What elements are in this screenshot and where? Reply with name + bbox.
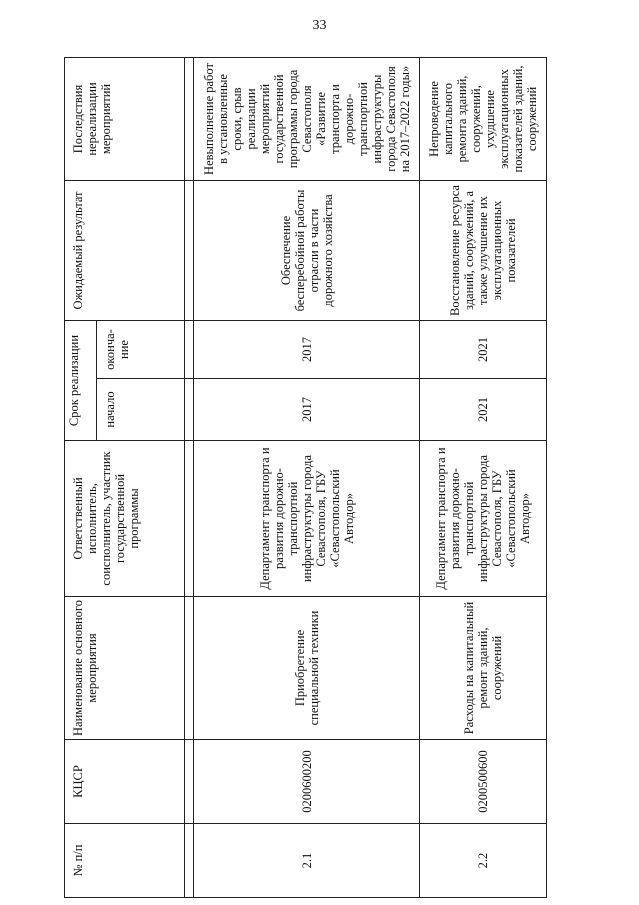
header-name: Наименование основного мероприятия: [65, 597, 185, 740]
header-end: оконча-ние: [97, 320, 185, 378]
table-row: [420, 57, 547, 897]
row-result: Восстановление ресурса зданий, сооружений, а также улучшение их эксплуатационных показателей: [420, 180, 547, 320]
row-end: 2017: [194, 320, 420, 378]
spacer-row: [185, 57, 194, 897]
row-num: 2.2: [420, 824, 547, 898]
row-start: 2021: [420, 379, 547, 441]
row-result: Обеспечение бесперебойной работы отрасли в части дорожного хозяйства: [194, 180, 420, 320]
table-row: [194, 57, 420, 897]
header-consequences: Последствия нереализации мероприятий: [65, 57, 185, 180]
page-number: 33: [312, 18, 327, 33]
row-responsible: Департамент транспорта и развития дорожно-транспортной инфраструктуры города Севастополя, ГБУ «Севастопольский Автодор»: [420, 441, 547, 597]
row-num: 2.1: [194, 824, 420, 898]
header-num: № п/п: [65, 824, 185, 898]
row-kcsr: 0200500600: [420, 740, 547, 824]
header-result: Ожидаемый результат: [65, 180, 185, 320]
measures-table: [64, 57, 547, 898]
rotated-table-container: [64, 58, 546, 898]
row-consequences: Непроведение капитального ремонта зданий, сооружений, ухудшение эксплуатационных показателей зданий, сооружений: [420, 57, 547, 180]
row-name: Приобретение специальной техники: [194, 597, 420, 740]
header-start: начало: [97, 379, 185, 441]
header-kcsr: КЦСР: [65, 740, 185, 824]
header-period: Срок реализации: [65, 320, 97, 440]
header-row-1: [65, 57, 97, 897]
row-consequences: Невыполнение работ в установленные сроки, срыв реализации мероприятий государственной программы города Севастополя «Развитие транспорта и дорожно-транспортной инфраструктуры города Севастополя на 2017–2022 годы»: [194, 57, 420, 180]
row-kcsr: 0200600200: [194, 740, 420, 824]
row-start: 2017: [194, 379, 420, 441]
header-responsible: Ответственный исполнитель, соисполнитель, участник государственной программы: [65, 441, 185, 597]
row-responsible: Департамент транспорта и развития дорожно-транспортной инфраструктуры города Севастополя, ГБУ «Севастопольский Автодор»: [194, 441, 420, 597]
row-name: Расходы на капитальный ремонт зданий, сооружений: [420, 597, 547, 740]
row-end: 2021: [420, 320, 547, 378]
